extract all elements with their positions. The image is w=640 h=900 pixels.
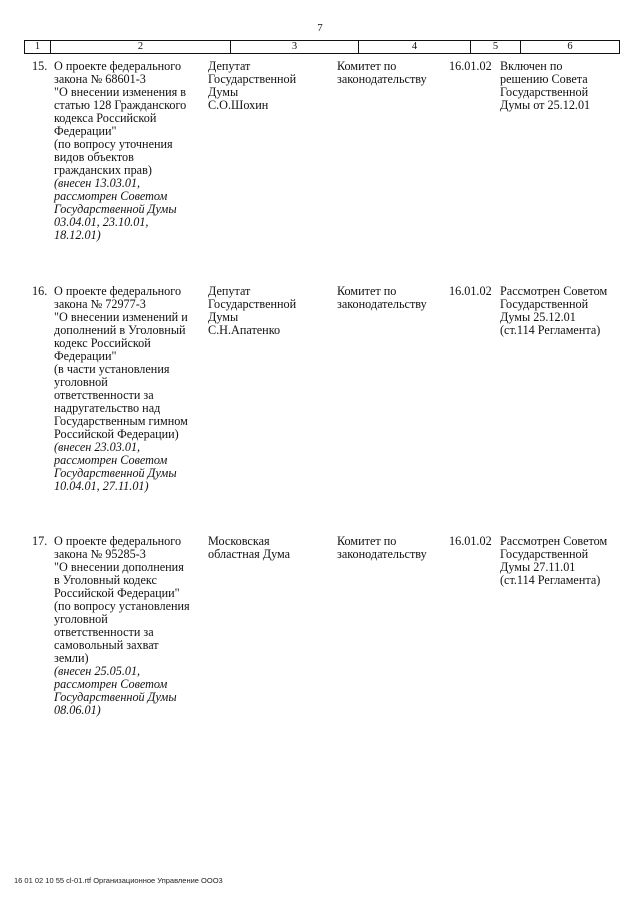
bill-title-line: О проекте федерального	[54, 534, 182, 548]
bill-title-line: уголовной	[54, 375, 108, 389]
result-line: Рассмотрен Советом	[500, 534, 608, 548]
bill-title-line: закона № 72977-3	[54, 297, 146, 311]
bill-title-line: ответственности за	[54, 388, 154, 402]
result-line: Думы от 25.12.01	[500, 98, 591, 112]
result	[500, 285, 607, 337]
header-col-3: 3	[231, 41, 359, 53]
result	[500, 535, 607, 587]
page-number: 7	[317, 22, 323, 34]
bill-title-line: О проекте федерального	[54, 284, 182, 298]
bill-title-line: кодекса Российской	[54, 111, 157, 125]
bill-title-line: самовольный захват	[54, 638, 159, 652]
author-line: Государственной	[208, 297, 297, 311]
bill-title-line: (в части установления	[54, 362, 170, 376]
bill-title-line: рассмотрен Советом	[54, 189, 168, 203]
bill-title-line: Государственной Думы	[54, 202, 177, 216]
bill-title-line: видов объектов	[54, 150, 134, 164]
bill-title-line: Российской Федерации)	[54, 427, 179, 441]
bill-title-line: гражданских прав)	[54, 163, 152, 177]
bill-title-line: (по вопросу установления	[54, 599, 190, 613]
bill-title-line: статью 128 Гражданского	[54, 98, 187, 112]
bill-title-line: в Уголовный кодекс	[54, 573, 157, 587]
result-line: Государственной	[500, 297, 589, 311]
author-line: Депутат	[208, 284, 251, 298]
author	[208, 285, 296, 337]
committee-line: законодательству	[337, 297, 427, 311]
committee-line: Комитет по	[337, 59, 397, 73]
row-number: 17.	[32, 534, 48, 548]
bill-title-line: Федерации"	[54, 349, 117, 363]
bill-title-line: земли)	[54, 651, 89, 665]
row-number: 15.	[32, 59, 48, 73]
bill-title-line: Государственным гимном	[54, 414, 188, 428]
date: 16.01.02	[449, 284, 492, 298]
author-line: Думы	[208, 85, 239, 99]
row-number: 16.	[32, 284, 48, 298]
bill-title-line: 03.04.01, 23.10.01,	[54, 215, 149, 229]
bill-title-line: закона № 68601-3	[54, 72, 146, 86]
result-line: (ст.114 Регламента)	[500, 323, 601, 337]
date: 16.01.02	[449, 59, 492, 73]
committee	[337, 285, 427, 311]
bill-title-line: 10.04.01, 27.11.01)	[54, 479, 149, 493]
result-line: Государственной	[500, 85, 589, 99]
bill-title-line: уголовной	[54, 612, 108, 626]
bill-title-line: "О внесении дополнения	[54, 560, 184, 574]
bill-title-line: Государственной Думы	[54, 466, 177, 480]
bill-title-line: О проекте федерального	[54, 59, 182, 73]
bill-title-line: 18.12.01)	[54, 228, 101, 242]
result-line: Государственной	[500, 547, 589, 561]
bill-title-line: Федерации"	[54, 124, 117, 138]
result-line: Думы 25.12.01	[500, 310, 576, 324]
committee	[337, 535, 427, 561]
bill-title-line: Государственной Думы	[54, 690, 177, 704]
bill-title-line: 08.06.01)	[54, 703, 101, 717]
bill-title	[54, 535, 190, 717]
bill-title-line: кодекс Российской	[54, 336, 151, 350]
header-col-5: 5	[471, 41, 521, 53]
author	[208, 60, 296, 112]
date: 16.01.02	[449, 534, 492, 548]
author-line: Думы	[208, 310, 239, 324]
bill-title-line: рассмотрен Советом	[54, 453, 168, 467]
bill-title	[54, 60, 186, 242]
bill-title-line: (по вопросу уточнения	[54, 137, 173, 151]
header-col-4: 4	[359, 41, 471, 53]
author-line: С.О.Шохин	[208, 98, 269, 112]
result	[500, 60, 590, 112]
author-line: Депутат	[208, 59, 251, 73]
author-line: областная Дума	[208, 547, 291, 561]
bill-title	[54, 285, 188, 493]
bill-title-line: "О внесении изменений и	[54, 310, 188, 324]
committee-line: законодательству	[337, 72, 427, 86]
bill-title-line: (внесен 13.03.01,	[54, 176, 141, 190]
bill-title-line: рассмотрен Советом	[54, 677, 168, 691]
footer-line: 16 01 02 10 55 cl-01.rtf Организационное Управление ООО3	[14, 876, 223, 885]
result-line: решению Совета	[500, 72, 588, 86]
committee-line: законодательству	[337, 547, 427, 561]
result-line: Рассмотрен Советом	[500, 284, 608, 298]
result-line: (ст.114 Регламента)	[500, 573, 601, 587]
bill-title-line: (внесен 23.03.01,	[54, 440, 141, 454]
bill-title-line: "О внесении изменения в	[54, 85, 187, 99]
committee	[337, 60, 427, 86]
bill-title-line: дополнений в Уголовный	[54, 323, 186, 337]
author-line: Государственной	[208, 72, 297, 86]
bill-title-line: надругательство над	[54, 401, 161, 415]
author	[208, 535, 290, 561]
result-line: Думы 27.11.01	[500, 560, 576, 574]
table-header	[24, 40, 620, 54]
header-col-1: 1	[25, 41, 51, 53]
committee-line: Комитет по	[337, 284, 397, 298]
bill-title-line: ответственности за	[54, 625, 154, 639]
header-col-6: 6	[567, 41, 573, 52]
bill-title-line: (внесен 25.05.01,	[54, 664, 141, 678]
result-line: Включен по	[500, 59, 563, 73]
bill-title-line: закона № 95285-3	[54, 547, 146, 561]
bill-title-line: Российской Федерации"	[54, 586, 180, 600]
committee-line: Комитет по	[337, 534, 397, 548]
header-col-2: 2	[51, 41, 231, 53]
author-line: Московская	[208, 534, 270, 548]
author-line: С.Н.Апатенко	[208, 323, 281, 337]
